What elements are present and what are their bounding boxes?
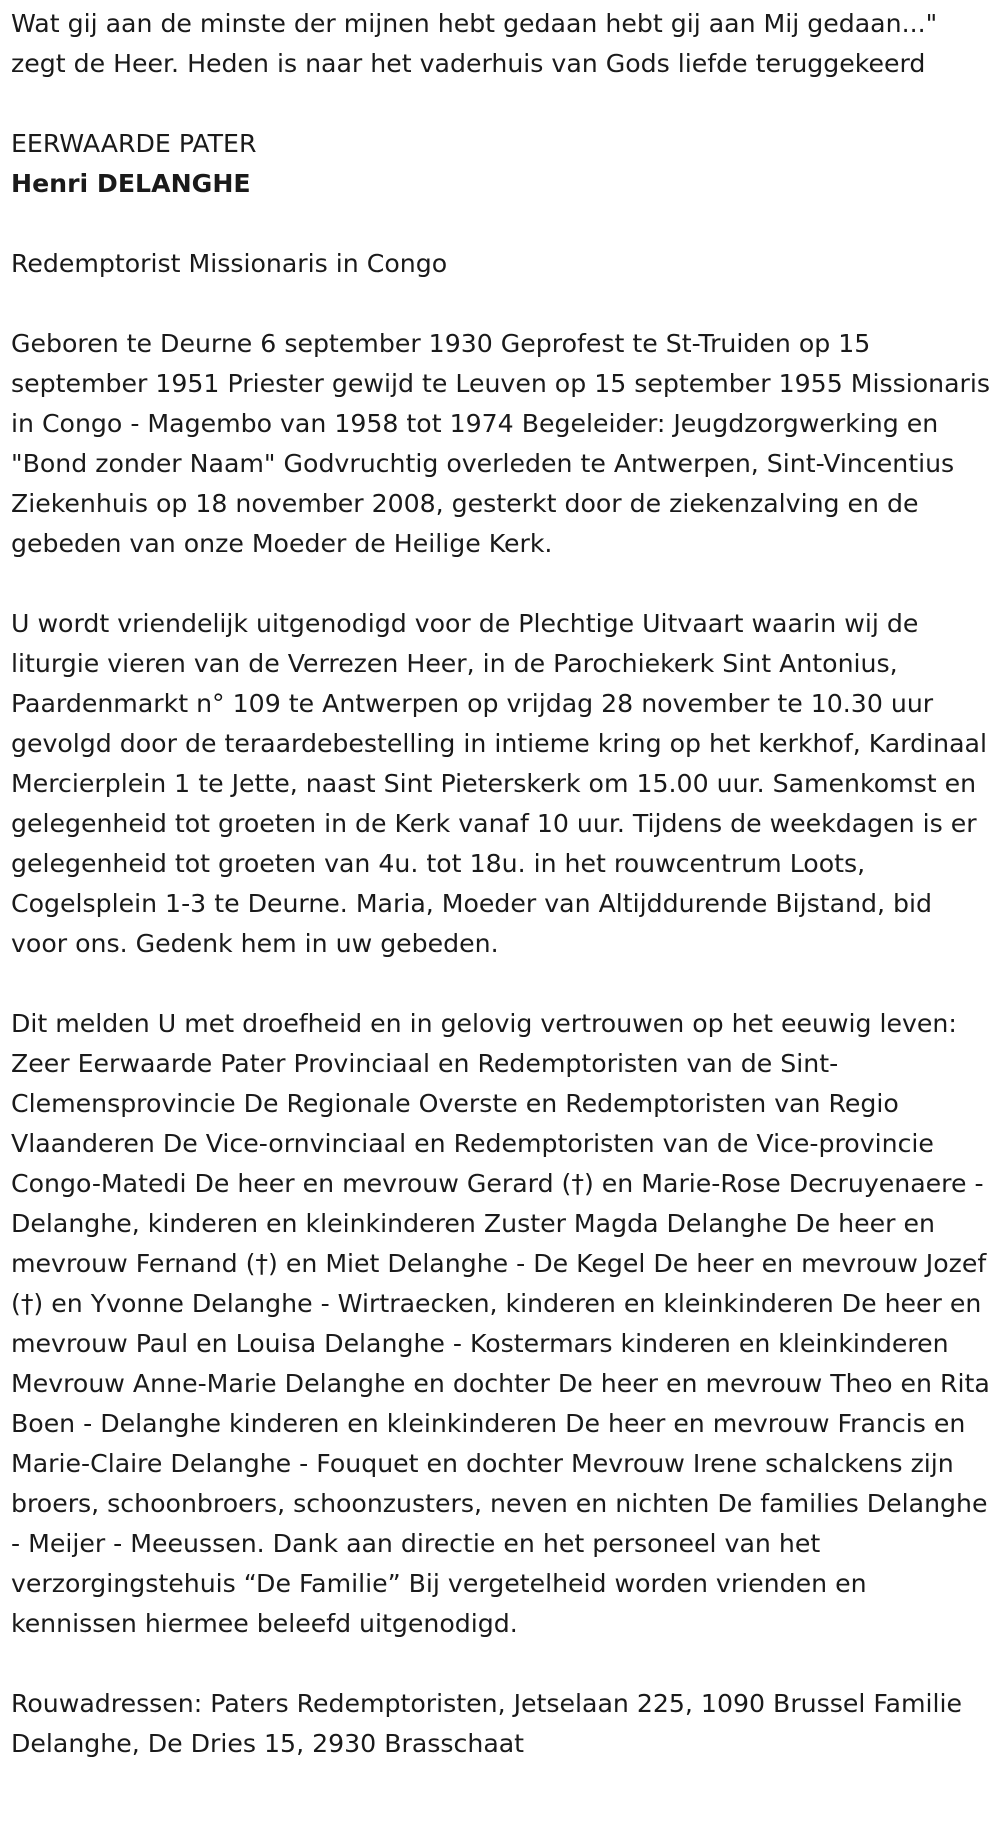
addresses-paragraph: Rouwadressen: Paters Redemptoristen, Jetselaan 225, 1090 Brussel Familie Delanghe, De Dries 15, 2930 Brasschaat (11, 1689, 963, 1758)
deceased-name: Henri DELANGHE (11, 169, 251, 198)
family-paragraph: Dit melden U met droefheid en in gelovig vertrouwen op het eeuwig leven: Zeer Eerwaarde Pater Provinciaal en Redemptoristen van de Sint-Clemensprovincie De Regionale Overste en Redemptoristen van Regio Vlaanderen De Vice-ornvinciaal en Redemptoristen van de Vice-provincie Congo-Matedi De heer en mevrouw Gerard (†) en Marie-Rose Decruyenaere - Delanghe, kinderen en kleinkinderen Zuster Magda Delanghe De heer en mevrouw Fernand (†) en Miet Delanghe - De Kegel De heer en mevrouw Jozef (†) en Yvonne Delanghe - Wirtraecken, kinderen en kleinkinderen De heer en mevrouw Paul en Louisa Delanghe - Kostermars kinderen en kleinkinderen Mevrouw Anne-Marie Delanghe en dochter De heer en mevrouw Theo en Rita Boen - Delanghe kinderen en kleinkinderen De heer en mevrouw Francis en Marie-Claire Delanghe - Fouquet en dochter Mevrouw Irene schalckens zijn broers, schoonbroers, schoonzusters, neven en nichten De families Delanghe - Meijer - Meeussen. Dank aan directie en het personeel van het verzorgingstehuis “De Familie” Bij vergetelheid worden vrienden en kennissen hiermee beleefd uitgenodigd. (11, 1009, 990, 1638)
funeral-paragraph: U wordt vriendelijk uitgenodigd voor de Plechtige Uitvaart waarin wij de liturgie vieren van de Verrezen Heer, in de Parochiekerk Sint Antonius, Paardenmarkt n° 109 te Antwerpen op vrijdag 28 november te 10.30 uur gevolgd door de teraardebestelling in intieme kring op het kerkhof, Kardinaal Mercierplein 1 te Jette, naast Sint Pieterskerk om 15.00 uur. Samenkomst en gelegenheid tot groeten in de Kerk vanaf 10 uur. Tijdens de weekdagen is er gelegenheid tot groeten van 4u. tot 18u. in het rouwcentrum Loots, Cogelsplein 1-3 te Deurne. Maria, Moeder van Altijddurende Bijstand, bid voor ons. Gedenk hem in uw gebeden. (11, 609, 987, 958)
deceased-heading (11, 124, 990, 204)
role-paragraph: Redemptorist Missionaris in Congo (11, 249, 448, 278)
biography-paragraph: Geboren te Deurne 6 september 1930 Geprofest te St-Truiden op 15 september 1951 Priester gewijd te Leuven op 15 september 1955 Missionaris in Congo - Magembo van 1958 tot 1974 Begeleider: Jeugdzorgwerking en "Bond zonder Naam" Godvruchtig overleden te Antwerpen, Sint-Vincentius Ziekenhuis op 18 november 2008, gesterkt door de ziekenzalving en de gebeden van onze Moeder de Heilige Kerk. (11, 329, 990, 558)
deceased-title: EERWAARDE PATER (11, 129, 257, 158)
intro-paragraph: Wat gij aan de minste der mijnen hebt gedaan hebt gij aan Mij gedaan..." zegt de Heer. Heden is naar het vaderhuis van Gods liefde teruggekeerd (11, 9, 938, 78)
